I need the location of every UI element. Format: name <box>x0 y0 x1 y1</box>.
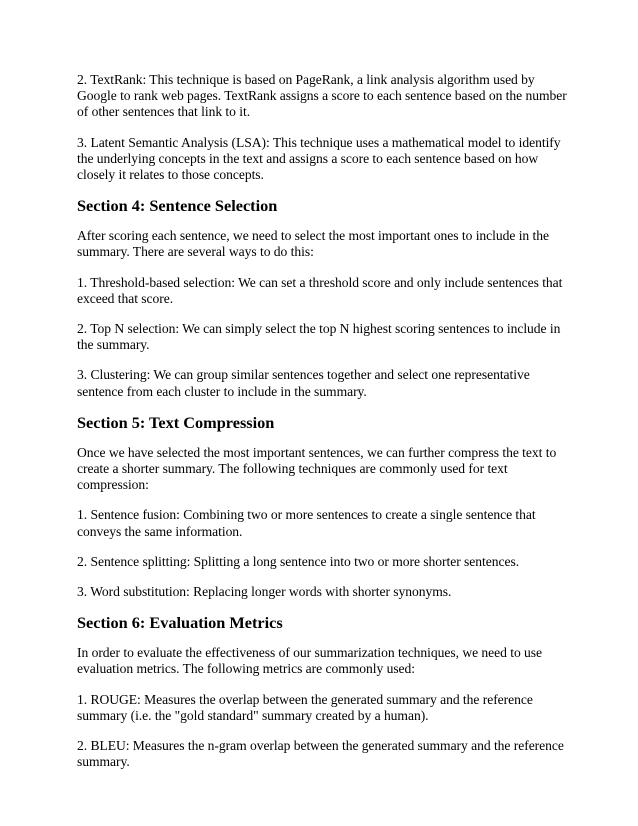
sentence-fusion-paragraph: 1. Sentence fusion: Combining two or more sentences to create a single sentence that conveys the same information. <box>77 507 536 539</box>
rouge-paragraph: 1. ROUGE: Measures the overlap between the generated summary and the reference summary (i.e. the "gold standard" summary created by a human). <box>77 691 533 723</box>
section-5-heading: Section 5: Text Compression <box>77 412 275 432</box>
bleu-paragraph: 2. BLEU: Measures the n-gram overlap between the generated summary and the reference summary. <box>77 738 564 770</box>
lsa-paragraph: 3. Latent Semantic Analysis (LSA): This technique uses a mathematical model to identify the underlying concepts in the text and assigns a score to each sentence based on how closely it relates to those concepts. <box>77 134 561 183</box>
textrank-paragraph: 2. TextRank: This technique is based on PageRank, a link analysis algorithm used by Google to rank web pages. TextRank assigns a score to each sentence based on the number of other sentences that link to it. <box>77 72 567 120</box>
top-n-selection-paragraph: 2. Top N selection: We can simply select the top N highest scoring sentences to include in the summary. <box>77 321 561 353</box>
sentence-splitting-paragraph: 2. Sentence splitting: Splitting a long sentence into two or more shorter sentences. <box>77 553 520 569</box>
word-substitution-paragraph: 3. Word substitution: Replacing longer words with shorter synonyms. <box>77 584 452 600</box>
section-6-heading: Section 6: Evaluation Metrics <box>77 613 283 633</box>
page-content <box>77 72 569 784</box>
clustering-paragraph: 3. Clustering: We can group similar sentences together and select one representative sentence from each cluster to include in the summary. <box>77 367 530 399</box>
threshold-selection-paragraph: 1. Threshold-based selection: We can set a threshold score and only include sentences that exceed that score. <box>77 274 563 306</box>
section-5-intro-paragraph: Once we have selected the most important sentences, we can further compress the text to create a shorter summary. The following techniques are commonly used for text compression: <box>77 444 557 493</box>
section-4-heading: Section 4: Sentence Selection <box>77 196 278 216</box>
section-6-intro-paragraph: In order to evaluate the effectiveness of our summarization techniques, we need to use evaluation metrics. The following metrics are commonly used: <box>77 645 543 677</box>
section-4-intro-paragraph: After scoring each sentence, we need to select the most important ones to include in the summary. There are several ways to do this: <box>77 228 549 260</box>
